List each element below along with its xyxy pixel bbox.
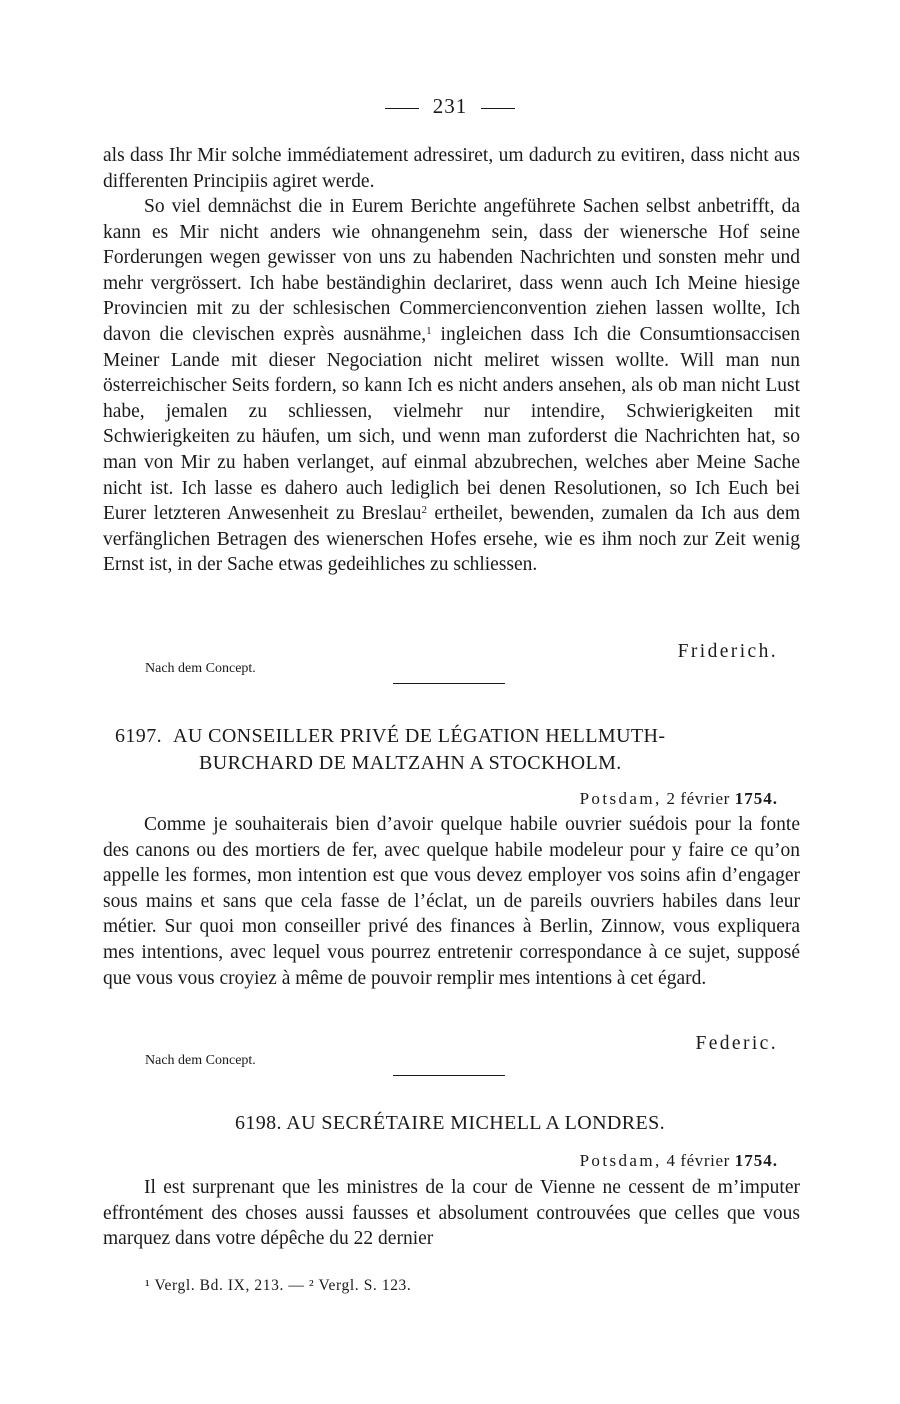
letter-6197-heading <box>115 723 805 777</box>
section-divider-1 <box>393 683 505 684</box>
paragraph-main <box>103 194 800 578</box>
page-header <box>0 94 900 119</box>
header-dash-left <box>385 108 419 109</box>
letter-6198-date-place: Potsdam, <box>579 1151 662 1170</box>
footnote-ref-2: 2 <box>421 504 427 517</box>
footnotes: ¹ Vergl. Bd. IX, 213. — ² Vergl. S. 123. <box>145 1277 412 1294</box>
letter-6197-date-day: 2 février <box>661 789 735 808</box>
letter-6197-body: Comme je souhaiterais bien d’avoir quelque habile ouvrier suédois pour la fonte des canons ou des mortiers de fer, avec quelque habile modeleur pour y faire ce qu’on appelle les formes, mon intention est que vous devez employer vos soins afin d’engager sous mains et sans que cela fasse de l’éclat, un de pareils ouvriers habiles dans leur métier. Sur quoi mon conseiller privé des finances à Berlin, Zinnow, vous expliquera mes intentions, avec lequel vous pourrez entretenir correspondance à ce sujet, supposé que vous vous croyiez à même de pouvoir remplir mes intentions à cet égard. <box>103 814 800 989</box>
letter-6198-body: Il est surprenant que les ministres de la cour de Vienne ne cessent de m’imputer effrontément des choses aussi fausses et absolument controuvées que celles que vous marquez dans votre dépêche du 22 dernier <box>103 1177 800 1250</box>
letter-6197-dateline <box>580 789 778 809</box>
source-note-1: Nach dem Concept. <box>145 661 256 676</box>
paragraph-main-part-a: So viel demnächst die in Eurem Berichte angeführete Sachen selbst anbetrifft, da kann es Mir nicht anders wie ohnangenehm sein, dass der wienersche Hof seine Forderungen wegen gewisser von uns zu habenden Nachrichten und sonsten mehr und mehr vergrössert. Ich habe beständighin declariret, dass wenn auch Ich Meine hiesige Provincien mit zu der schlesischen Commercienconvention ziehen lassen wollte, Ich davon die clevischen exprès ausnähme, <box>103 196 800 345</box>
letter-6197-heading-line1: AU CONSEILLER PRIVÉ DE LÉGATION HELLMUTH- <box>173 725 666 747</box>
letter-6198-dateline <box>580 1151 778 1171</box>
paragraph-continuation: als dass Ihr Mir solche immédiatement adressiret, um dadurch zu evitiren, dass nicht aus differenten Principiis agiret werde. <box>103 145 800 192</box>
signature-friderich: Friderich. <box>677 641 778 662</box>
letter-6197-date-year: 1754. <box>734 789 778 808</box>
letter-6198-date-year: 1754. <box>734 1151 778 1170</box>
footnote-ref-1: 1 <box>426 324 432 337</box>
header-dash-right <box>481 108 515 109</box>
page-number: 231 <box>432 94 468 118</box>
paragraph-main-part-b: ingleichen dass Ich die Consumtionsaccisen Meiner Lande mit dieser Negociation nicht meliret wissen wollte. Will man nun österreichischer Seits fordern, so kann Ich es nicht anders ansehen, als ob man nicht Lust habe, jemalen zu schliessen, vielmehr nur intendire, Schwierigkeiten mit Schwierigkeiten zu häufen, um sich, und wenn man zuforderst die Nachrichten hat, so man von Mir zu haben verlanget, auf einmal abzubrechen, welches aber Meine Sache nicht ist. Ich lasse es dahero auch lediglich bei denen Resolutionen, so Ich Euch bei Eurer letzteren Anwesenheit zu Breslau <box>103 323 800 525</box>
letter-6197-heading-line2: BURCHARD DE MALTZAHN A STOCKHOLM. <box>199 752 622 774</box>
letter-6197-number: 6197. <box>115 725 162 747</box>
signature-federic: Federic. <box>695 1033 778 1054</box>
letter-6198-date-day: 4 février <box>661 1151 735 1170</box>
section-divider-2 <box>393 1075 505 1076</box>
letter-6198-heading: 6198. AU SECRÉTAIRE MICHELL A LONDRES. <box>234 1112 666 1134</box>
source-note-2: Nach dem Concept. <box>145 1053 256 1068</box>
letter-6197-date-place: Potsdam, <box>579 789 662 808</box>
paragraph-main-part-c: ertheilet, bewenden, zumalen da Ich aus dem verfänglichen Betragen des wienerschen Hofes ersehe, wie es ihm noch zur Zeit wenig Ernst ist, in der Sache etwas gedeihliches zu schliessen. <box>103 503 800 576</box>
